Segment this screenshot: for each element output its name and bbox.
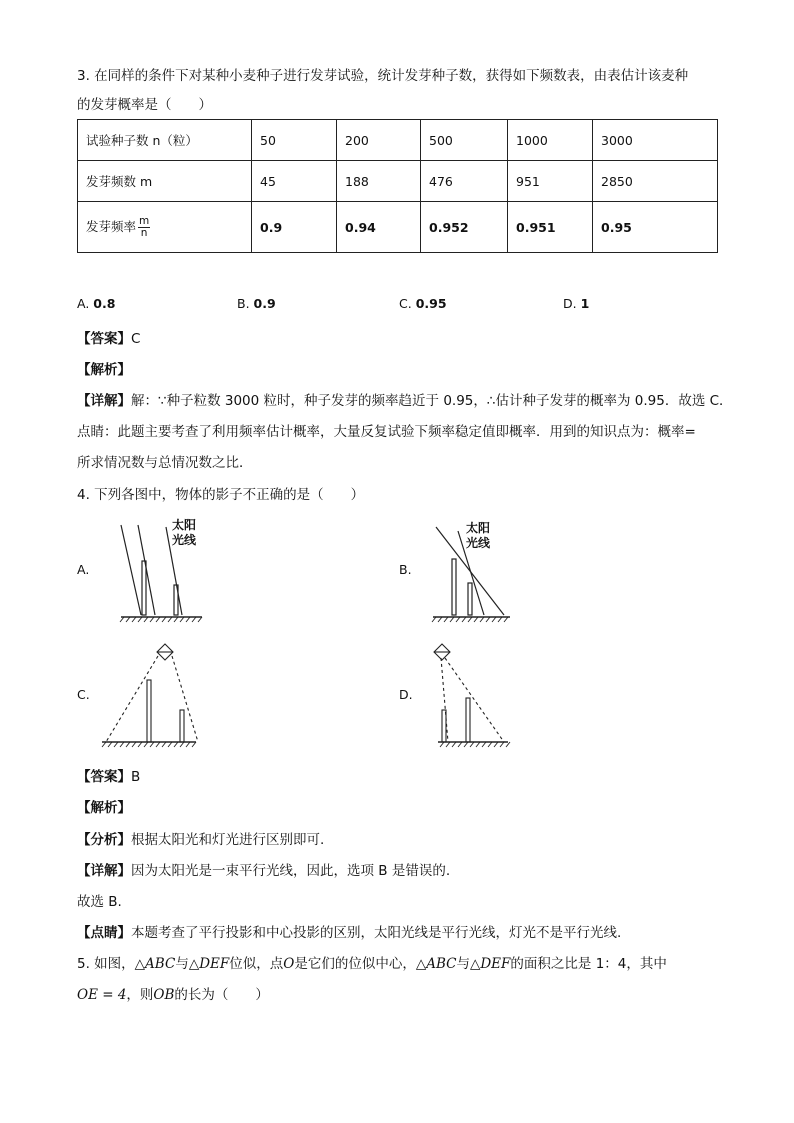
triangle-abc: △ABC bbox=[134, 956, 176, 972]
option-letter: C. bbox=[399, 296, 412, 311]
table-cell: 0.95 bbox=[593, 202, 718, 253]
table-cell: 0.951 bbox=[508, 202, 593, 253]
q5-text: 与 bbox=[456, 956, 470, 972]
table-cell: 500 bbox=[421, 120, 508, 161]
option-value: 0.8 bbox=[93, 296, 116, 311]
option-c bbox=[399, 296, 447, 311]
option-a bbox=[77, 296, 115, 311]
table-row-label bbox=[78, 202, 252, 253]
option-d bbox=[563, 296, 589, 311]
table-row-label: 试验种子数 n（粒） bbox=[78, 120, 252, 161]
q4-detail bbox=[77, 859, 450, 879]
q5-text: 的长为（ ） bbox=[174, 987, 269, 1003]
figure-a-sunlight bbox=[118, 515, 208, 623]
sun-label-line1: 太阳 bbox=[172, 518, 197, 532]
note-tag: 【点睛】 bbox=[77, 925, 131, 941]
note-text: 本题考查了平行投影和中心投影的区别，太阳光线是平行光线，灯光不是平行光线. bbox=[131, 925, 622, 941]
answer-value: B bbox=[131, 769, 141, 785]
q5-text: 是它们的位似中心， bbox=[294, 956, 416, 972]
oe-equation: OE = 4 bbox=[77, 987, 127, 1003]
frequency-label: 发芽频率 bbox=[86, 218, 137, 234]
q5-stem-line2 bbox=[77, 983, 269, 1003]
table-cell: 45 bbox=[252, 161, 337, 202]
fraction-numerator: m bbox=[139, 214, 150, 227]
option-value: 0.95 bbox=[415, 296, 447, 311]
figure-c-lamp bbox=[100, 640, 210, 750]
sun-label-line2: 光线 bbox=[466, 536, 491, 550]
fraction-denominator: n bbox=[140, 226, 148, 239]
segment-ob: OB bbox=[153, 987, 175, 1003]
detail-tag: 【详解】 bbox=[77, 863, 131, 879]
q4-conclusion: 故选 B. bbox=[77, 894, 122, 910]
table-cell: 200 bbox=[337, 120, 421, 161]
table-row bbox=[78, 202, 718, 253]
table-cell: 50 bbox=[252, 120, 337, 161]
sun-label-line1: 太阳 bbox=[466, 521, 491, 535]
table-cell: 3000 bbox=[593, 120, 718, 161]
detail-tag: 【详解】 bbox=[77, 393, 131, 409]
table-cell: 1000 bbox=[508, 120, 593, 161]
option-letter: D. bbox=[563, 296, 577, 311]
q4-analysis-tag: 【解析】 bbox=[77, 800, 131, 816]
triangle-abc: △ABC bbox=[415, 956, 457, 972]
table-row bbox=[78, 120, 718, 161]
figure-label-d: D. bbox=[399, 687, 413, 702]
q5-text: 与 bbox=[175, 956, 189, 972]
q3-answer bbox=[77, 327, 140, 347]
q3-detail bbox=[77, 389, 733, 409]
q3-note-line2: 所求情况数与总情况数之比． bbox=[77, 455, 253, 471]
answer-tag: 【答案】 bbox=[77, 769, 131, 785]
table-cell: 0.952 bbox=[421, 202, 508, 253]
q5-text: 位似，点 bbox=[229, 956, 284, 972]
analysis-key-text: 根据太阳光和灯光进行区别即可. bbox=[131, 832, 325, 848]
q3-note-line1: 点睛：此题主要考查了利用频率估计概率，大量反复试验下频率稳定值即概率．用到的知识点为：概率= bbox=[77, 424, 696, 440]
q4-answer bbox=[77, 765, 140, 785]
point-o: O bbox=[283, 956, 295, 972]
detail-text: 因为太阳光是一束平行光线，因此，选项 B 是错误的. bbox=[131, 863, 451, 879]
table-row-label: 发芽频数 m bbox=[78, 161, 252, 202]
fraction-m-over-n bbox=[138, 216, 150, 239]
option-value: 0.9 bbox=[253, 296, 276, 311]
table-cell: 0.9 bbox=[252, 202, 337, 253]
q5-text: 的面积之比是 1：4，其中 bbox=[510, 956, 667, 972]
q5-stem-line1 bbox=[77, 952, 667, 972]
triangle-def: △DEF bbox=[188, 956, 230, 972]
q3-stem-line2: 的发芽概率是（ ） bbox=[77, 97, 212, 113]
figure-label-b: B. bbox=[399, 562, 412, 577]
sun-label-line2: 光线 bbox=[172, 533, 197, 547]
q5-text: 5. 如图， bbox=[77, 956, 135, 972]
q3-analysis-tag: 【解析】 bbox=[77, 362, 131, 378]
q4-note bbox=[77, 921, 621, 941]
detail-text: 解：∵种子粒数 3000 粒时，种子发芽的频率趋近于 0.95，∴估计种子发芽的概率为 0.95．故选 C． bbox=[131, 393, 733, 409]
answer-tag: 【答案】 bbox=[77, 331, 131, 347]
figure-b-sunlight bbox=[430, 515, 520, 623]
figure-label-c: C. bbox=[77, 687, 90, 702]
table-cell: 0.94 bbox=[337, 202, 421, 253]
answer-value: C bbox=[131, 331, 141, 347]
option-b bbox=[237, 296, 276, 311]
table-cell: 188 bbox=[337, 161, 421, 202]
q5-text: ，则 bbox=[126, 987, 154, 1003]
triangle-def: △DEF bbox=[469, 956, 511, 972]
option-value: 1 bbox=[580, 296, 590, 311]
table-cell: 476 bbox=[421, 161, 508, 202]
figure-d-lamp bbox=[432, 640, 522, 750]
frequency-table bbox=[77, 119, 718, 253]
q3-stem-line1: 3. 在同样的条件下对某种小麦种子进行发芽试验，统计发芽种子数，获得如下频数表，由表估计该麦种 bbox=[77, 68, 689, 84]
analysis-key-tag: 【分析】 bbox=[77, 832, 131, 848]
option-letter: B. bbox=[237, 296, 250, 311]
q4-stem: 4. 下列各图中，物体的影子不正确的是（ ） bbox=[77, 487, 365, 503]
table-cell: 2850 bbox=[593, 161, 718, 202]
option-letter: A. bbox=[77, 296, 90, 311]
figure-label-a: A. bbox=[77, 562, 90, 577]
table-cell: 951 bbox=[508, 161, 593, 202]
table-row bbox=[78, 161, 718, 202]
q4-analysis-key bbox=[77, 828, 324, 848]
